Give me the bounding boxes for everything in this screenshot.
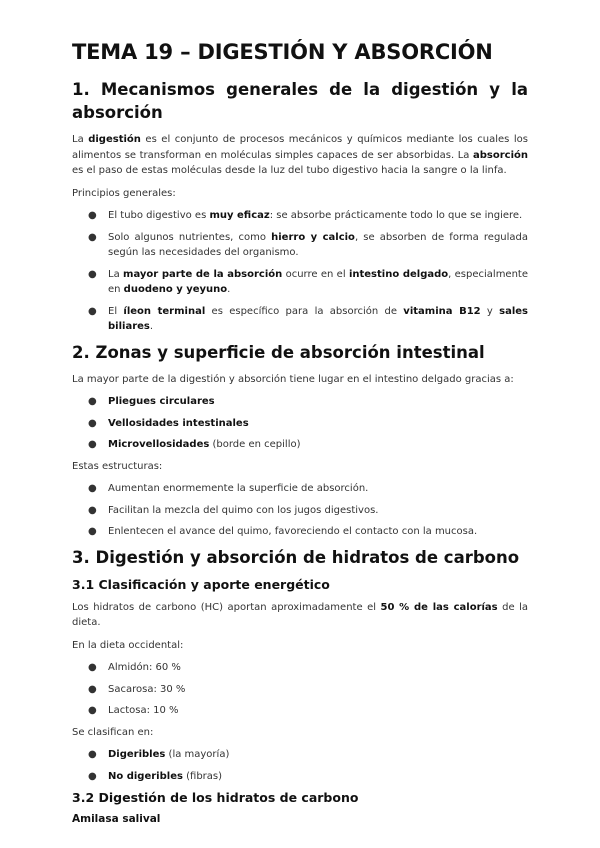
structures-label: Estas estructuras: (72, 460, 163, 472)
bullet-icon: ● (88, 396, 97, 408)
diet-label: En la dieta occidental: (72, 639, 184, 651)
section-1-heading: 1. Mecanismos generales de la digestión y la absorción (72, 80, 528, 123)
section-2-heading: 2. Zonas y superficie de absorción intestinal (72, 342, 485, 362)
bullet-icon: ● (88, 705, 97, 717)
section-2-intro: La mayor parte de la digestión y absorción tiene lugar en el intestino delgado gracias a: (72, 373, 514, 385)
diet-list (72, 660, 528, 719)
list-item: ● Lactosa: 10 % (72, 703, 528, 719)
list-item: ● Solo algunos nutrientes, como hierro y calcio, se absorben de forma regulada según las necesidades del organismo. (88, 231, 529, 259)
bullet-icon: ● (88, 305, 97, 317)
bullet-icon: ● (88, 526, 97, 538)
effects-list (72, 481, 528, 540)
bullet-icon: ● (88, 417, 97, 429)
section-1-intro: La digestión es el conjunto de procesos mecánicos y químicos mediante los cuales los alimentos se transforman en moléculas simples capaces de ser absorbidas. La absorción es el paso de estas moléculas desde la luz del tubo digestivo hacia la sangre o la linfa. (72, 134, 528, 177)
classification-list (72, 747, 528, 784)
structures-list (72, 394, 528, 453)
bullet-icon: ● (88, 268, 97, 280)
list-item: ● Microvellosidades (borde en cepillo) (72, 437, 528, 453)
list-item: ● Digeribles (la mayoría) (72, 747, 528, 763)
list-item: ● Vellosidades intestinales (72, 416, 528, 432)
list-item: ● La mayor parte de la absorción ocurre en el intestino delgado, especialmente en duodeno y yeyuno. (88, 268, 528, 296)
principles-list (72, 208, 528, 335)
bullet-icon: ● (88, 770, 97, 782)
principles-label: Principios generales: (72, 187, 176, 199)
bullet-icon: ● (88, 231, 97, 243)
bullet-icon: ● (88, 749, 97, 761)
list-item: ● El tubo digestivo es muy eficaz: se absorbe prácticamente todo lo que se ingiere. (72, 208, 528, 224)
list-item: ● Sacarosa: 30 % (72, 682, 528, 698)
list-item: ● Pliegues circulares (72, 394, 528, 410)
section-3-heading: 3. Digestión y absorción de hidratos de carbono (72, 547, 520, 567)
amylase-heading: Amilasa salival (72, 813, 161, 826)
bullet-icon: ● (88, 504, 97, 516)
carbohydrates-intro: Los hidratos de carbono (HC) aportan aproximadamente el 50 % de las calorías de la dieta. (72, 601, 528, 629)
list-item: ● Enlentecen el avance del quimo, favoreciendo el contacto con la mucosa. (72, 524, 528, 540)
list-item: ● El íleon terminal es específico para la absorción de vitamina B12 y sales biliares. (88, 305, 529, 333)
bullet-icon: ● (88, 210, 97, 222)
list-item: ● Facilitan la mezcla del quimo con los jugos digestivos. (72, 503, 528, 519)
bullet-icon: ● (88, 439, 97, 451)
list-item: ● No digeribles (fibras) (72, 769, 528, 785)
bullet-icon: ● (88, 483, 97, 495)
subsection-3-1-heading: 3.1 Clasificación y aporte energético (72, 576, 330, 592)
bullet-icon: ● (88, 662, 97, 674)
bullet-icon: ● (88, 683, 97, 695)
page-title: TEMA 19 – DIGESTIÓN Y ABSORCIÓN (72, 40, 493, 64)
classification-label: Se clasifican en: (72, 726, 154, 738)
list-item: ● Aumentan enormemente la superficie de absorción. (72, 481, 528, 497)
subsection-3-2-heading: 3.2 Digestión de los hidratos de carbono (72, 790, 359, 806)
list-item: ● Almidón: 60 % (72, 660, 528, 676)
